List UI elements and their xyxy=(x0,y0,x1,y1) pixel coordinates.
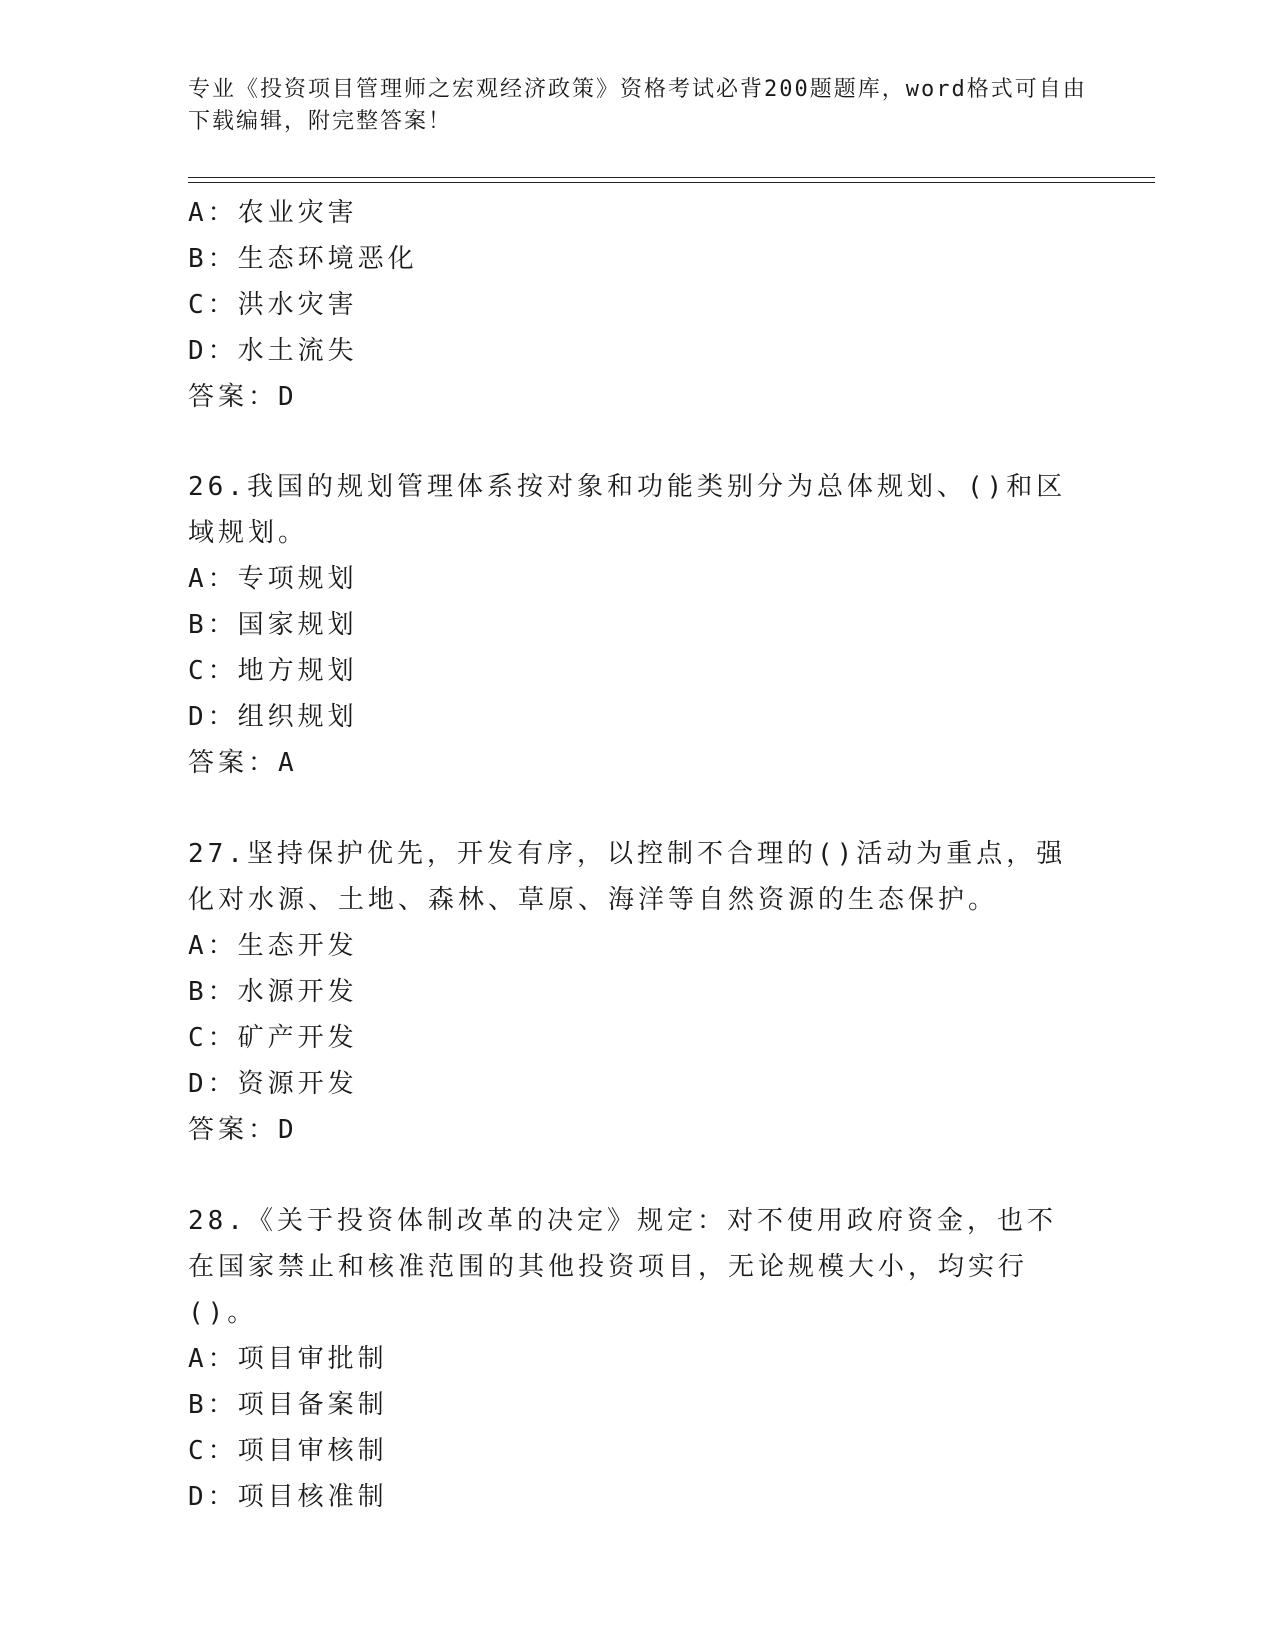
option-c: C：洪水灾害 xyxy=(188,290,358,320)
option-b: B：水源开发 xyxy=(188,977,358,1007)
option-a: A：项目审批制 xyxy=(188,1344,388,1374)
option-d: D：项目核准制 xyxy=(188,1482,388,1512)
document-body xyxy=(188,190,1088,1520)
header-rule-top xyxy=(188,177,1155,178)
option-d: D：水土流失 xyxy=(188,336,358,366)
answer: 答案：D xyxy=(188,382,298,412)
option-b: B：国家规划 xyxy=(188,610,358,640)
question-text: 28.《关于投资体制改革的决定》规定：对不使用政府资金，也不在国家禁止和核准范围的其他投资项目，无论规模大小，均实行()。 xyxy=(188,1206,1057,1328)
option-a: A：专项规划 xyxy=(188,564,358,594)
option-d: D：资源开发 xyxy=(188,1069,358,1099)
previous-question xyxy=(188,190,1088,420)
header-rule-bottom xyxy=(188,182,1155,183)
option-c: C：地方规划 xyxy=(188,656,358,686)
question-27 xyxy=(188,831,1088,1153)
option-a: A：生态开发 xyxy=(188,931,358,961)
option-a: A：农业灾害 xyxy=(188,198,358,228)
option-c: C：矿产开发 xyxy=(188,1023,358,1053)
option-b: B：项目备案制 xyxy=(188,1390,388,1420)
option-d: D：组织规划 xyxy=(188,702,358,732)
question-text: 26.我国的规划管理体系按对象和功能类别分为总体规划、()和区域规划。 xyxy=(188,472,1067,548)
option-c: C：项目审核制 xyxy=(188,1436,388,1466)
question-26 xyxy=(188,464,1088,786)
document-header xyxy=(188,74,1088,138)
question-28 xyxy=(188,1198,1088,1520)
option-b: B：生态环境恶化 xyxy=(188,244,418,274)
answer: 答案：A xyxy=(188,748,298,778)
question-text: 27.坚持保护优先，开发有序，以控制不合理的()活动为重点，强化对水源、土地、森林、草原、海洋等自然资源的生态保护。 xyxy=(188,839,1067,915)
header-text: 专业《投资项目管理师之宏观经济政策》资格考试必背200题题库，word格式可自由下载编辑，附完整答案！ xyxy=(188,77,1087,134)
answer: 答案：D xyxy=(188,1115,298,1145)
